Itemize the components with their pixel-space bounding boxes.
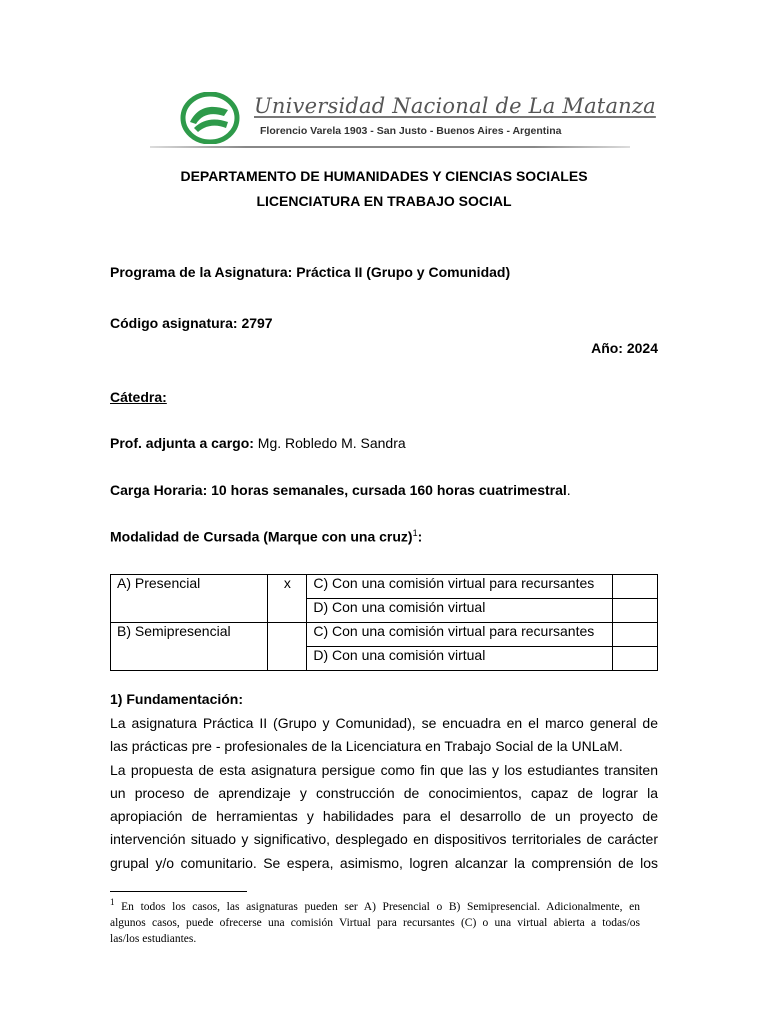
row-a-option-d: D) Con una comisión virtual [307, 599, 613, 623]
modality-line [110, 528, 422, 545]
workload-period: . [566, 482, 571, 498]
row-b-label: B) Semipresencial [111, 623, 268, 671]
row-b-option-c: C) Con una comisión virtual para recursantes [307, 623, 613, 647]
paragraph-line: las prácticas pre - profesionales de la Licenciatura en Trabajo Social de la UNLaM. [110, 738, 623, 755]
program-title: Programa de la Asignatura: Práctica II (Grupo y Comunidad) [110, 264, 511, 280]
row-b-mark[interactable] [268, 623, 307, 671]
subject-code: Código asignatura: 2797 [110, 315, 273, 331]
modality-colon: : [417, 528, 423, 545]
year-label: Año: 2024 [591, 340, 658, 356]
row-b-option-d-mark[interactable] [612, 647, 657, 671]
professor-label: Prof. adjunta a cargo: [110, 435, 254, 451]
department-title: DEPARTAMENTO DE HUMANIDADES Y CIENCIAS SOCIALES [180, 168, 588, 184]
paragraph-line: apropiación de herramientas y habilidades para el desarrollo de un proyecto de [110, 808, 658, 825]
paragraph-line: un proceso de aprendizaje y construcción de conocimientos, capaz de lograr la [110, 784, 658, 801]
unlam-logo-icon [180, 92, 240, 144]
row-b-option-d: D) Con una comisión virtual [307, 647, 613, 671]
footnote-number: 1 [110, 897, 115, 907]
modality-footnote-ref: 1 [412, 528, 418, 538]
footnote-line [110, 894, 640, 915]
professor-name: Mg. Robledo M. Sandra [253, 435, 406, 451]
header-divider [150, 146, 630, 148]
row-a-label: A) Presencial [111, 575, 268, 623]
footnote [110, 894, 640, 947]
workload-text: Carga Horaria: 10 horas semanales, cursada 160 horas cuatrimestral [110, 482, 567, 498]
workload-line [110, 482, 571, 498]
fundamentacion-paragraph [110, 712, 658, 875]
paragraph-line: La asignatura Práctica II (Grupo y Comunidad), se encuadra en el marco general de [110, 715, 658, 731]
paragraph-line: grupal y/o comunitario. Se espera, asimismo, logren alcanzar la comprensión de los [110, 854, 658, 871]
university-header [180, 92, 656, 152]
modality-label: Modalidad de Cursada (Marque con una cruz) [110, 528, 413, 545]
university-subtitle: Florencio Varela 1903 - San Justo - Buenos Aires - Argentina [260, 125, 562, 137]
university-name: Universidad Nacional de La Matanza [254, 94, 656, 118]
footnote-text-1: En todos los casos, las asignaturas pueden ser A) Presencial o B) Semipresencial. Adicionalmente, en [114, 900, 640, 913]
table-row [111, 623, 658, 647]
professor-line [110, 435, 406, 451]
row-a-option-d-mark[interactable] [612, 599, 657, 623]
footnote-line: algunos casos, puede ofrecerse una comisión Virtual para recursantes (C) o una virtual abierta a todas/os [110, 916, 640, 929]
catedra-label: Cátedra: [110, 389, 167, 405]
career-title: LICENCIATURA EN TRABAJO SOCIAL [256, 193, 512, 209]
modality-table [110, 574, 658, 671]
footnote-divider [110, 891, 247, 892]
row-a-option-c: C) Con una comisión virtual para recursantes [307, 575, 613, 599]
paragraph-line: La propuesta de esta asignatura persigue como fin que las y los estudiantes transiten [110, 761, 658, 778]
row-b-option-c-mark[interactable] [612, 623, 657, 647]
footnote-line: las/los estudiantes. [110, 932, 197, 945]
table-row [111, 575, 658, 599]
row-a-option-c-mark[interactable] [612, 575, 657, 599]
paragraph-line: intervención situado y significativo, desplegado en dispositivos territoriales de carácter [110, 831, 658, 848]
row-a-mark[interactable]: x [268, 575, 307, 623]
section-heading-fundamentacion: 1) Fundamentación: [110, 691, 244, 707]
